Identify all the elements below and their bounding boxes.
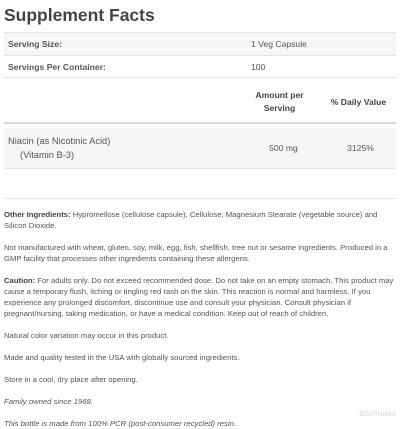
divider [4, 198, 396, 199]
nutrient-daily-value: 3125% [347, 143, 374, 153]
table-row [4, 128, 396, 169]
supplement-facts-panel [4, 0, 396, 429]
storage-note: Store in a cool, dry place after opening. [4, 375, 138, 384]
nutrient-amount: 500 mg [269, 143, 298, 153]
servings-per-container-label: Servings Per Container: [8, 61, 106, 72]
nutrient-name: Niacin (as Nicotinic Acid) (Vitamin B-3) [8, 136, 111, 160]
page-title: Supplement Facts [4, 5, 155, 25]
serving-size-row [4, 32, 396, 56]
allergen-notice: Not manufactured with wheat, gluten, soy, milk, egg, fish, shellfish, tree nut or sesame ingredients. Produced in a GMP facility that processes other ingredients containing these allergens. [4, 243, 388, 263]
serving-size-value: 1 Veg Capsule [251, 39, 307, 49]
color-variation-note: Natural color variation may occur in this product. [4, 331, 169, 340]
servings-per-container-row [4, 56, 396, 78]
product-notes [4, 209, 396, 429]
daily-value-header: % Daily Value [330, 97, 387, 107]
table-header [4, 82, 396, 124]
made-in-note: Made and quality tested in the USA with globally sourced ingredients. [4, 353, 240, 362]
caution-text: Caution: For adults only. Do not exceed recommended dose. Do not take on an empty stomach. This product may cause a temporary flush, itching or tingling red rash on the skin. This reaction is normal and harmless. If you experience any prolonged discomfort, discontinue use and consult your physician. Consult physician if pregnant/nursing, taking medication, or have a medical condition. Keep out of reach of children. [4, 276, 394, 318]
other-ingredients: Other Ingredients: Hypromellose (cellulose capsule), Cellulose, Magnesium Stearate (vegetable source) and Silicon Dioxide. [4, 210, 378, 230]
family-owned-note: Family owned since 1968. [4, 397, 93, 406]
amount-per-serving-header: Amount per Serving [255, 90, 304, 113]
servings-per-container-value: 100 [251, 61, 266, 72]
serving-size-label: Serving Size: [8, 39, 62, 49]
bottle-recycled-note: This bottle is made from 100% PCR (post-consumer recycled) resin. [4, 419, 236, 428]
watermark: BGPfrutos [359, 411, 396, 418]
